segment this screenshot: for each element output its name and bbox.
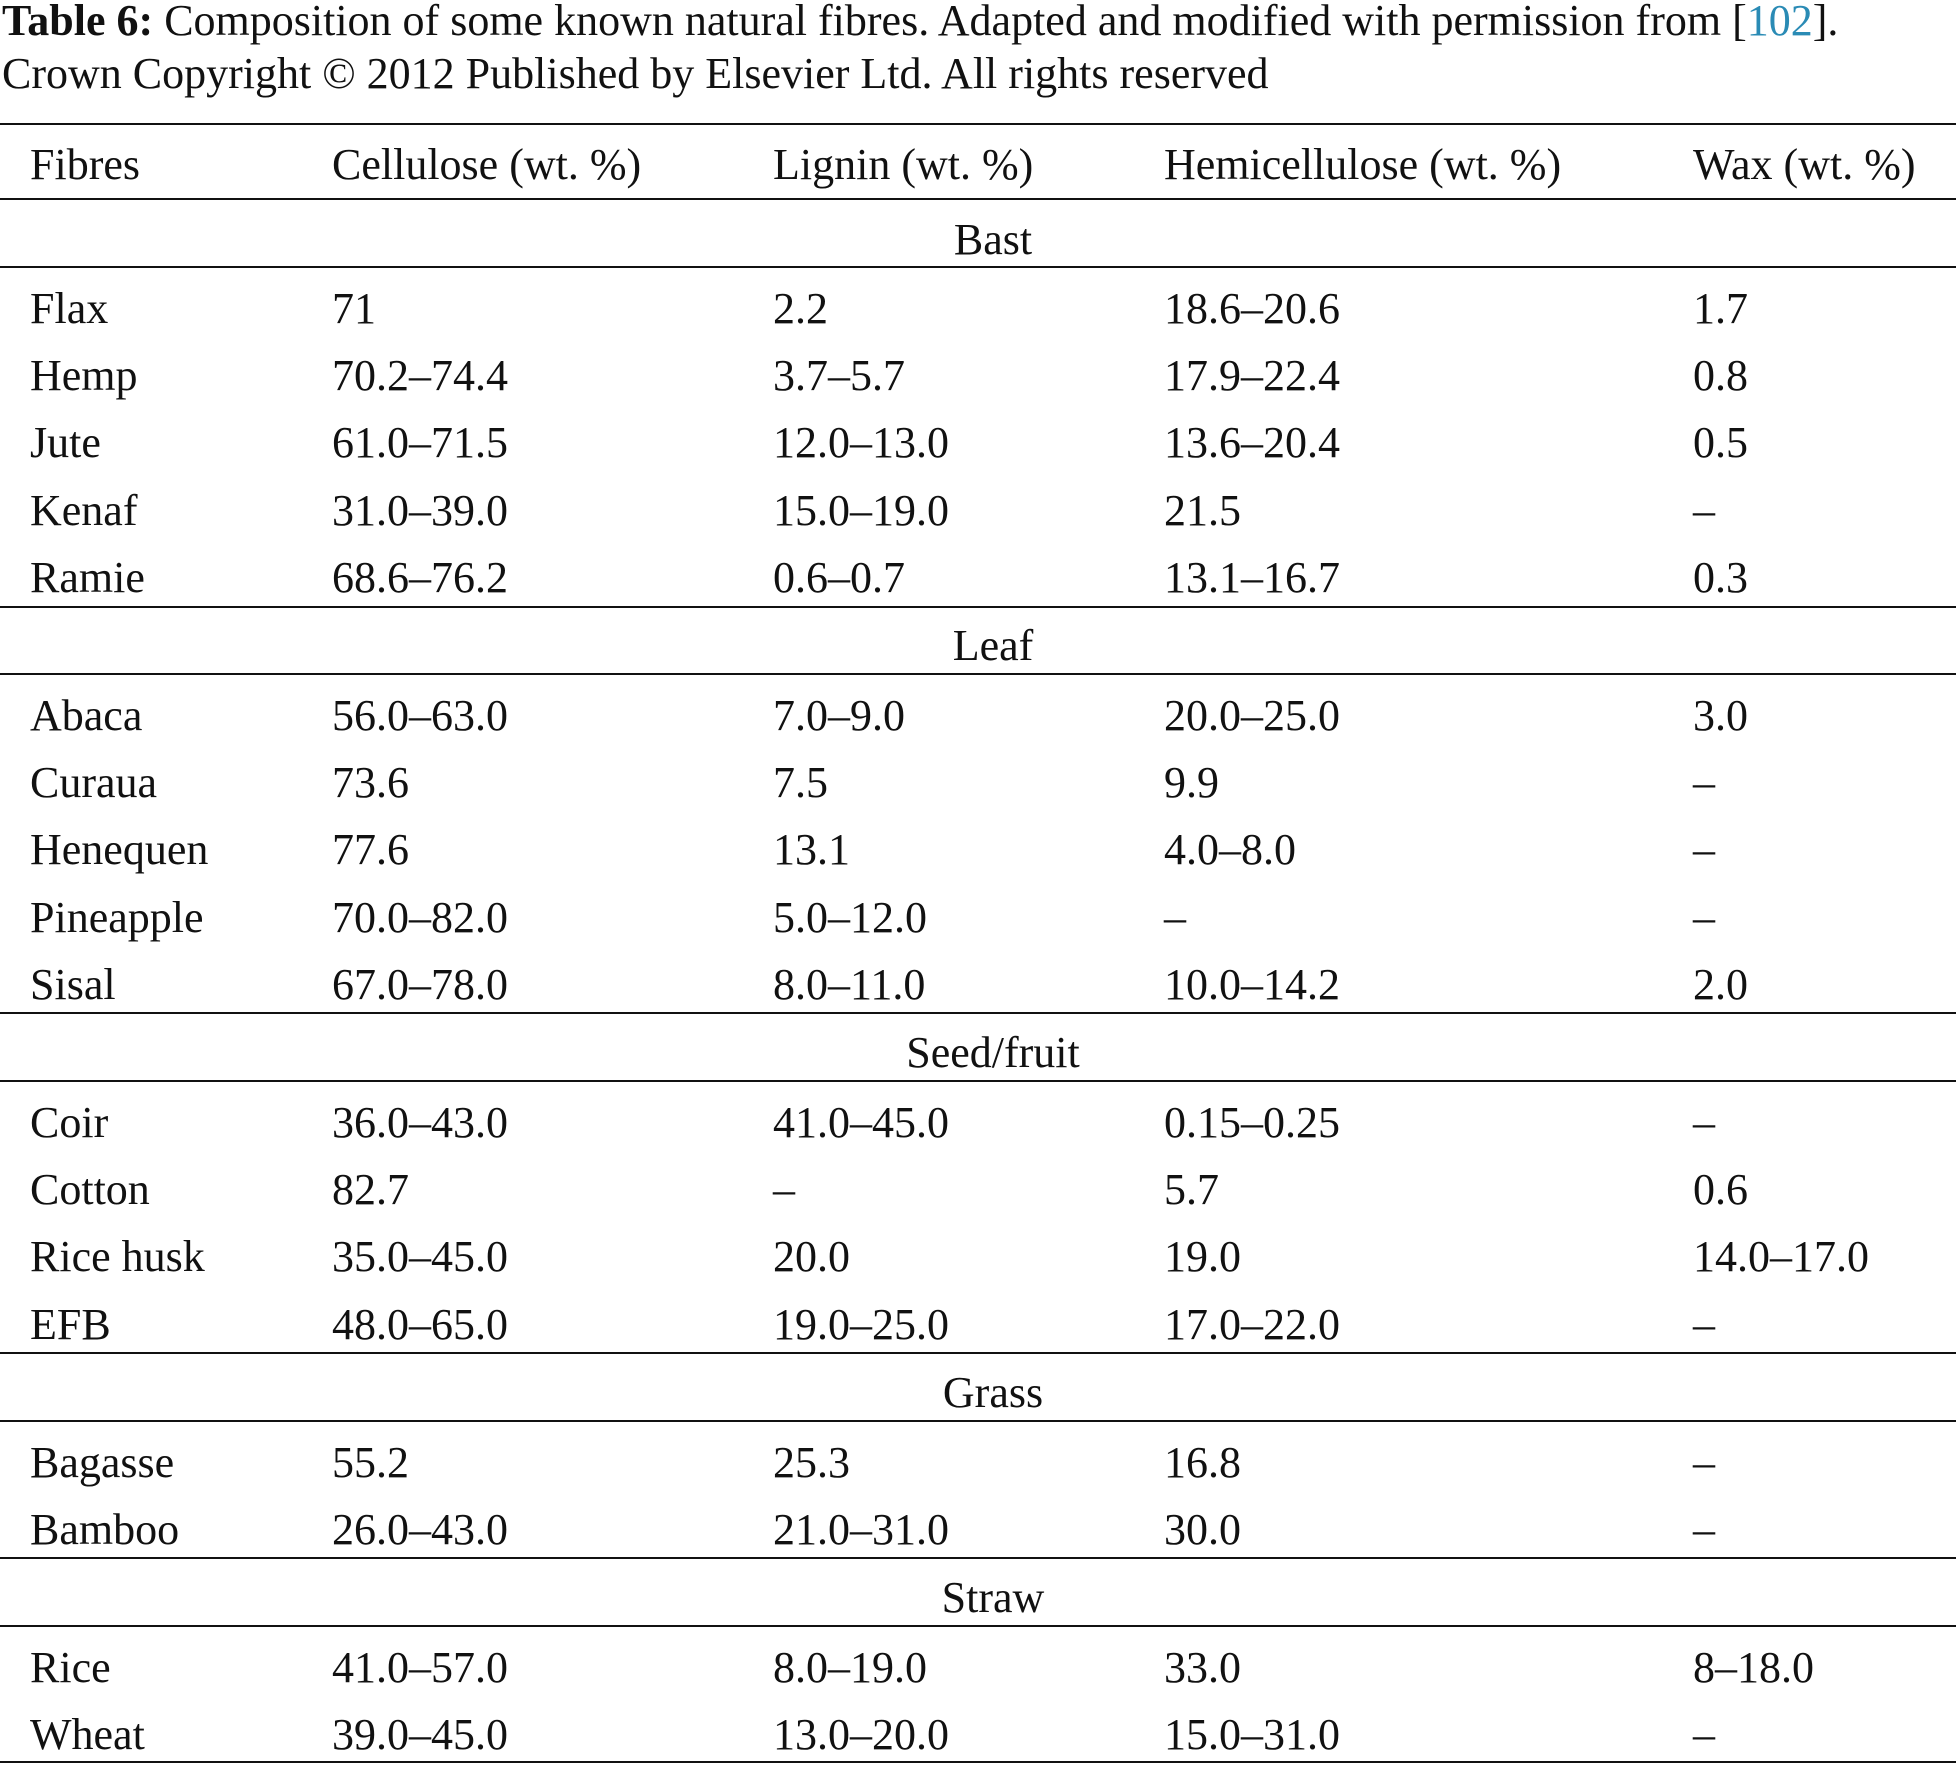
- cellulose-cell: 82.7: [332, 1165, 409, 1215]
- group-rule: [0, 673, 1956, 675]
- hemicellulose-cell: 0.15–0.25: [1164, 1098, 1340, 1147]
- cellulose-header: Cellulose (wt. %): [332, 140, 642, 189]
- group-heading: Leaf: [952, 621, 1034, 670]
- lignin-cell: 15.0–19.0: [773, 485, 949, 535]
- lignin-cell: 7.0–9.0: [773, 691, 905, 740]
- lignin-cell: 13.1: [773, 825, 850, 875]
- hemicellulose-cell: 17.0–22.0: [1164, 1299, 1340, 1349]
- cellulose-cell: 71: [332, 284, 376, 333]
- wax-header: Wax (wt. %): [1693, 140, 1916, 189]
- lignin-cell: 0.6–0.7: [773, 552, 905, 602]
- hemicellulose-cell: 19.0: [1164, 1232, 1241, 1282]
- hemicellulose-cell: 15.0–31.0: [1164, 1710, 1340, 1760]
- fibres-header: Fibres: [30, 140, 140, 189]
- cellulose-cell: 67.0–78.0: [332, 959, 508, 1009]
- hemicellulose-cell: 18.6–20.6: [1164, 284, 1340, 333]
- cellulose-cell: 68.6–76.2: [332, 552, 508, 602]
- wax-cell: 0.3: [1693, 552, 1748, 602]
- fibre-name-cell: Wheat: [30, 1710, 145, 1760]
- cellulose-cell: 36.0–43.0: [332, 1098, 508, 1147]
- cellulose-cell: 73.6: [332, 758, 409, 808]
- wax-cell: 3.0: [1693, 691, 1748, 740]
- group-rule: [0, 266, 1956, 268]
- fibre-name-cell: Kenaf: [30, 485, 138, 535]
- hemicellulose-cell: 30.0: [1164, 1505, 1241, 1555]
- fibre-name-cell: EFB: [30, 1299, 111, 1349]
- lignin-cell: 12.0–13.0: [773, 418, 949, 468]
- fibre-name-cell: Sisal: [30, 959, 116, 1009]
- fibre-name-cell: Jute: [30, 418, 101, 468]
- wax-cell: 14.0–17.0: [1693, 1232, 1869, 1282]
- cellulose-cell: 26.0–43.0: [332, 1505, 508, 1555]
- fibre-name-cell: Rice husk: [30, 1232, 205, 1282]
- group-rule: [0, 1080, 1956, 1082]
- lignin-cell: 25.3: [773, 1438, 850, 1487]
- fibre-name-cell: Coir: [30, 1098, 109, 1147]
- wax-cell: –: [1693, 1505, 1715, 1555]
- bottom-rule: [0, 1761, 1956, 1763]
- group-heading: Straw: [941, 1573, 1045, 1622]
- lignin-cell: 13.0–20.0: [773, 1710, 949, 1760]
- fibre-name-cell: Hemp: [30, 351, 138, 401]
- top-rule: [0, 123, 1956, 125]
- hemicellulose-cell: 4.0–8.0: [1164, 825, 1296, 875]
- cellulose-cell: 35.0–45.0: [332, 1232, 508, 1282]
- group-end-rule: [0, 1012, 1956, 1014]
- cellulose-cell: 70.2–74.4: [332, 351, 508, 401]
- reference-link[interactable]: 102: [1746, 0, 1813, 45]
- caption-label: Table 6:: [2, 0, 154, 45]
- cellulose-cell: 61.0–71.5: [332, 418, 508, 468]
- wax-cell: 0.8: [1693, 351, 1748, 401]
- lignin-cell: 41.0–45.0: [773, 1098, 949, 1147]
- caption-close: ].: [1812, 0, 1839, 45]
- lignin-cell: 7.5: [773, 758, 828, 808]
- fibre-name-cell: Bamboo: [30, 1505, 180, 1555]
- caption-text: Composition of some known natural fibres. Adapted and modified with permission from [: [153, 0, 1747, 45]
- lignin-cell: 3.7–5.7: [773, 351, 905, 401]
- hemicellulose-cell: 9.9: [1164, 758, 1219, 808]
- hemicellulose-header: Hemicellulose (wt. %): [1164, 140, 1562, 189]
- caption-line-1: [2, 0, 1954, 47]
- wax-cell: 0.5: [1693, 418, 1748, 468]
- wax-cell: –: [1693, 1438, 1715, 1487]
- group-end-rule: [0, 1352, 1956, 1354]
- header-rule: [0, 198, 1956, 200]
- wax-cell: 2.0: [1693, 959, 1748, 1009]
- fibre-name-cell: Pineapple: [30, 892, 204, 942]
- lignin-cell: –: [773, 1165, 795, 1215]
- cellulose-cell: 48.0–65.0: [332, 1299, 508, 1349]
- hemicellulose-cell: 5.7: [1164, 1165, 1219, 1215]
- group-rule: [0, 1625, 1956, 1627]
- fibre-name-cell: Abaca: [30, 691, 143, 740]
- group-heading: Grass: [942, 1368, 1044, 1417]
- group-end-rule: [0, 606, 1956, 608]
- cellulose-cell: 56.0–63.0: [332, 691, 508, 740]
- group-end-rule: [0, 1557, 1956, 1559]
- lignin-cell: 21.0–31.0: [773, 1505, 949, 1555]
- hemicellulose-cell: 17.9–22.4: [1164, 351, 1340, 401]
- fibre-name-cell: Rice: [30, 1643, 111, 1692]
- group-heading: Bast: [953, 215, 1033, 264]
- wax-cell: –: [1693, 1299, 1715, 1349]
- lignin-header: Lignin (wt. %): [773, 140, 1034, 189]
- lignin-cell: 2.2: [773, 284, 828, 333]
- hemicellulose-cell: 16.8: [1164, 1438, 1241, 1487]
- hemicellulose-cell: 20.0–25.0: [1164, 691, 1340, 740]
- cellulose-cell: 77.6: [332, 825, 409, 875]
- wax-cell: –: [1693, 1710, 1715, 1760]
- fibre-name-cell: Bagasse: [30, 1438, 175, 1487]
- group-rule: [0, 1420, 1956, 1422]
- table-caption: [2, 0, 1954, 100]
- wax-cell: 1.7: [1693, 284, 1748, 333]
- fibre-name-cell: Flax: [30, 284, 109, 333]
- hemicellulose-cell: 33.0: [1164, 1643, 1241, 1692]
- hemicellulose-cell: 21.5: [1164, 485, 1241, 535]
- hemicellulose-cell: 13.1–16.7: [1164, 552, 1340, 602]
- wax-cell: 0.6: [1693, 1165, 1748, 1215]
- fibre-name-cell: Curaua: [30, 758, 158, 808]
- fibre-name-cell: Cotton: [30, 1165, 150, 1215]
- lignin-cell: 19.0–25.0: [773, 1299, 949, 1349]
- wax-cell: 8–18.0: [1693, 1643, 1814, 1692]
- cellulose-cell: 39.0–45.0: [332, 1710, 508, 1760]
- lignin-cell: 8.0–19.0: [773, 1643, 927, 1692]
- group-heading: Seed/fruit: [906, 1028, 1080, 1077]
- fibre-name-cell: Ramie: [30, 552, 145, 602]
- lignin-cell: 5.0–12.0: [773, 892, 927, 942]
- cellulose-cell: 55.2: [332, 1438, 409, 1487]
- cellulose-cell: 70.0–82.0: [332, 892, 508, 942]
- cellulose-cell: 31.0–39.0: [332, 485, 508, 535]
- hemicellulose-cell: 10.0–14.2: [1164, 959, 1340, 1009]
- lignin-cell: 20.0: [773, 1232, 850, 1282]
- fibre-name-cell: Henequen: [30, 825, 209, 875]
- hemicellulose-cell: 13.6–20.4: [1164, 418, 1340, 468]
- wax-cell: –: [1693, 1098, 1715, 1147]
- wax-cell: –: [1693, 758, 1715, 808]
- lignin-cell: 8.0–11.0: [773, 959, 926, 1009]
- wax-cell: –: [1693, 825, 1715, 875]
- wax-cell: –: [1693, 485, 1715, 535]
- cellulose-cell: 41.0–57.0: [332, 1643, 508, 1692]
- wax-cell: –: [1693, 892, 1715, 942]
- caption-line-2: Crown Copyright © 2012 Published by Elsevier Ltd. All rights reserved: [2, 49, 1269, 98]
- hemicellulose-cell: –: [1164, 892, 1186, 942]
